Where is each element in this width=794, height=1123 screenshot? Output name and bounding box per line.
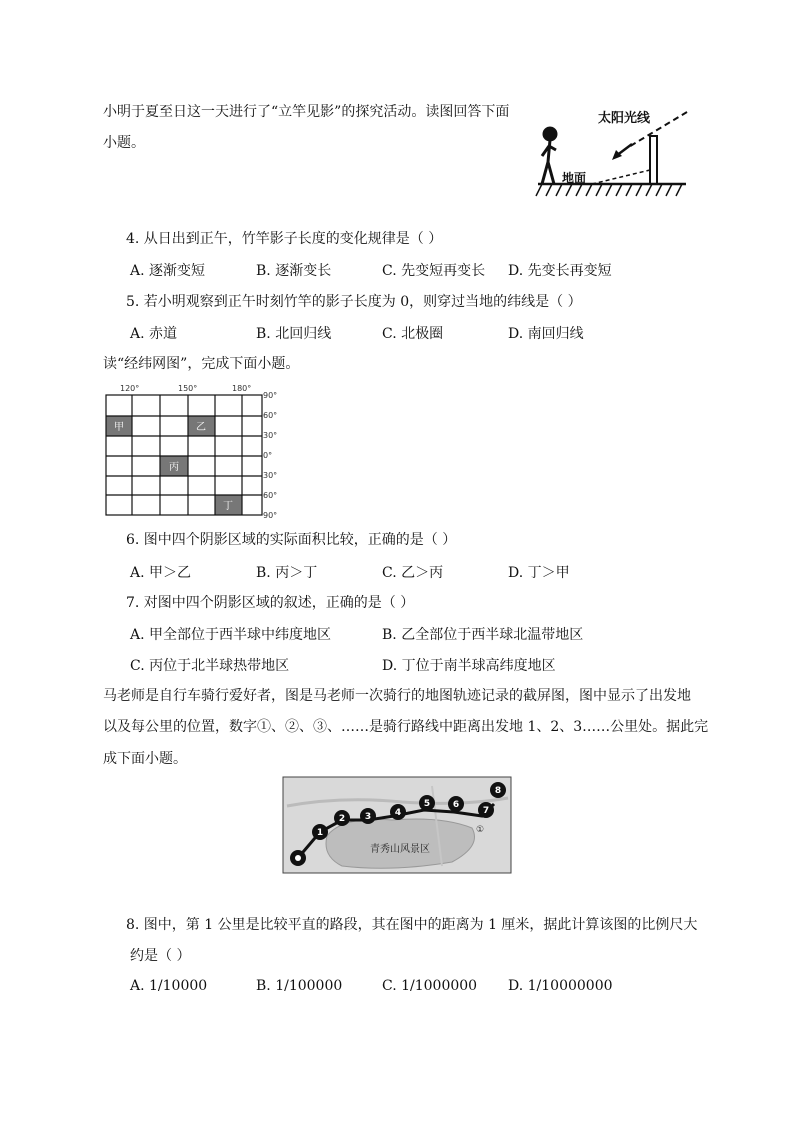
q4-option-a[interactable]: A. 逐渐变短 [130, 263, 206, 279]
q6-option-c[interactable]: C. 乙＞丙 [382, 565, 444, 581]
intro-text-3-line1: 马老师是自行车骑行爱好者，图是马老师一次骑行的地图轨迹记录的截屏图，图中显示了出发地 [103, 688, 691, 704]
km-marker-5: 5 [423, 799, 431, 809]
top-label-150: 150° [178, 384, 198, 393]
q6-option-a[interactable]: A. 甲＞乙 [130, 565, 192, 581]
q7-option-b[interactable]: B. 乙全部位于西半球北温带地区 [382, 627, 584, 643]
label-yi: 乙 [196, 422, 206, 433]
ground-label: 地面 [562, 171, 587, 185]
km-marker-1: 1 [316, 828, 324, 838]
right-label-90n: 90° [263, 391, 278, 400]
intro-text-3-line2: 以及每公里的位置，数字①、②、③、……是骑行路线中距离出发地 1、2、3……公里处。据此完 [103, 719, 709, 735]
question-6-stem: 6. 图中四个阴影区域的实际面积比较，正确的是（ ） [126, 532, 457, 548]
scenic-area-label: 青秀山风景区 [370, 844, 430, 855]
km-marker-6: 6 [452, 800, 460, 810]
cycling-map-figure [282, 776, 512, 874]
q8-option-d[interactable]: D. 1/10000000 [508, 978, 613, 994]
question-5-stem: 5. 若小明观察到正午时刻竹竿的影子长度为 0，则穿过当地的纬线是（ ） [126, 294, 582, 310]
person-figure [542, 128, 556, 184]
question-8-stem-line1: 8. 图中，第 1 公里是比较平直的路段，其在图中的距离为 1 厘米，据此计算该图的比例尺大 [126, 917, 698, 933]
q4-option-d[interactable]: D. 先变长再变短 [508, 263, 612, 279]
km-marker-2: 2 [338, 814, 346, 824]
label-bing: 丙 [169, 462, 179, 473]
right-label-30n: 30° [263, 431, 278, 440]
intro-text-line1: 小明于夏至日这一天进行了“立竿见影”的探究活动。读图回答下面 [103, 104, 510, 120]
pole-shadow-figure [532, 100, 692, 200]
right-label-60s: 60° [263, 491, 278, 500]
q8-option-c[interactable]: C. 1/1000000 [382, 978, 478, 994]
q6-option-b[interactable]: B. 丙＞丁 [256, 565, 318, 581]
km-marker-3: 3 [364, 812, 372, 822]
intro-text-line2: 小题。 [103, 135, 145, 151]
label-ding: 丁 [223, 501, 233, 512]
bamboo-pole [650, 136, 657, 184]
q5-option-b[interactable]: B. 北回归线 [256, 326, 332, 342]
q5-option-a[interactable]: A. 赤道 [130, 326, 178, 342]
q4-option-b[interactable]: B. 逐渐变长 [256, 263, 332, 279]
lat-long-grid-figure [100, 382, 290, 522]
intro-text-3-line3: 成下面小题。 [103, 751, 187, 767]
question-8-stem-line2: 约是（ ） [130, 948, 191, 964]
q7-option-c[interactable]: C. 丙位于北半球热带地区 [130, 658, 290, 674]
intro-text-2: 读“经纬网图”，完成下面小题。 [103, 356, 300, 372]
q5-option-d[interactable]: D. 南回归线 [508, 326, 584, 342]
sunlight-label: 太阳光线 [598, 111, 651, 126]
q5-option-c[interactable]: C. 北极圈 [382, 326, 444, 342]
q4-option-c[interactable]: C. 先变短再变长 [382, 263, 486, 279]
q8-option-a[interactable]: A. 1/10000 [130, 978, 208, 994]
right-label-90s: 90° [263, 511, 278, 520]
q7-option-a[interactable]: A. 甲全部位于西半球中纬度地区 [130, 627, 332, 643]
top-label-120: 120° [120, 384, 140, 393]
q7-option-d[interactable]: D. 丁位于南半球高纬度地区 [382, 658, 556, 674]
right-label-0: 0° [263, 451, 273, 460]
label-jia: 甲 [114, 422, 124, 433]
question-4-stem: 4. 从日出到正午，竹竿影子长度的变化规律是（ ） [126, 231, 443, 247]
km-marker-7: 7 [482, 806, 490, 816]
km-marker-4: 4 [394, 808, 402, 818]
top-label-180: 180° [232, 384, 252, 393]
right-label-30s: 30° [263, 471, 278, 480]
question-7-stem: 7. 对图中四个阴影区域的叙述，正确的是（ ） [126, 595, 415, 611]
q8-option-b[interactable]: B. 1/100000 [256, 978, 343, 994]
km-marker-8: 8 [494, 786, 502, 796]
small-circle-marker: ① [476, 825, 485, 835]
right-label-60n: 60° [263, 411, 278, 420]
q6-option-d[interactable]: D. 丁＞甲 [508, 565, 570, 581]
